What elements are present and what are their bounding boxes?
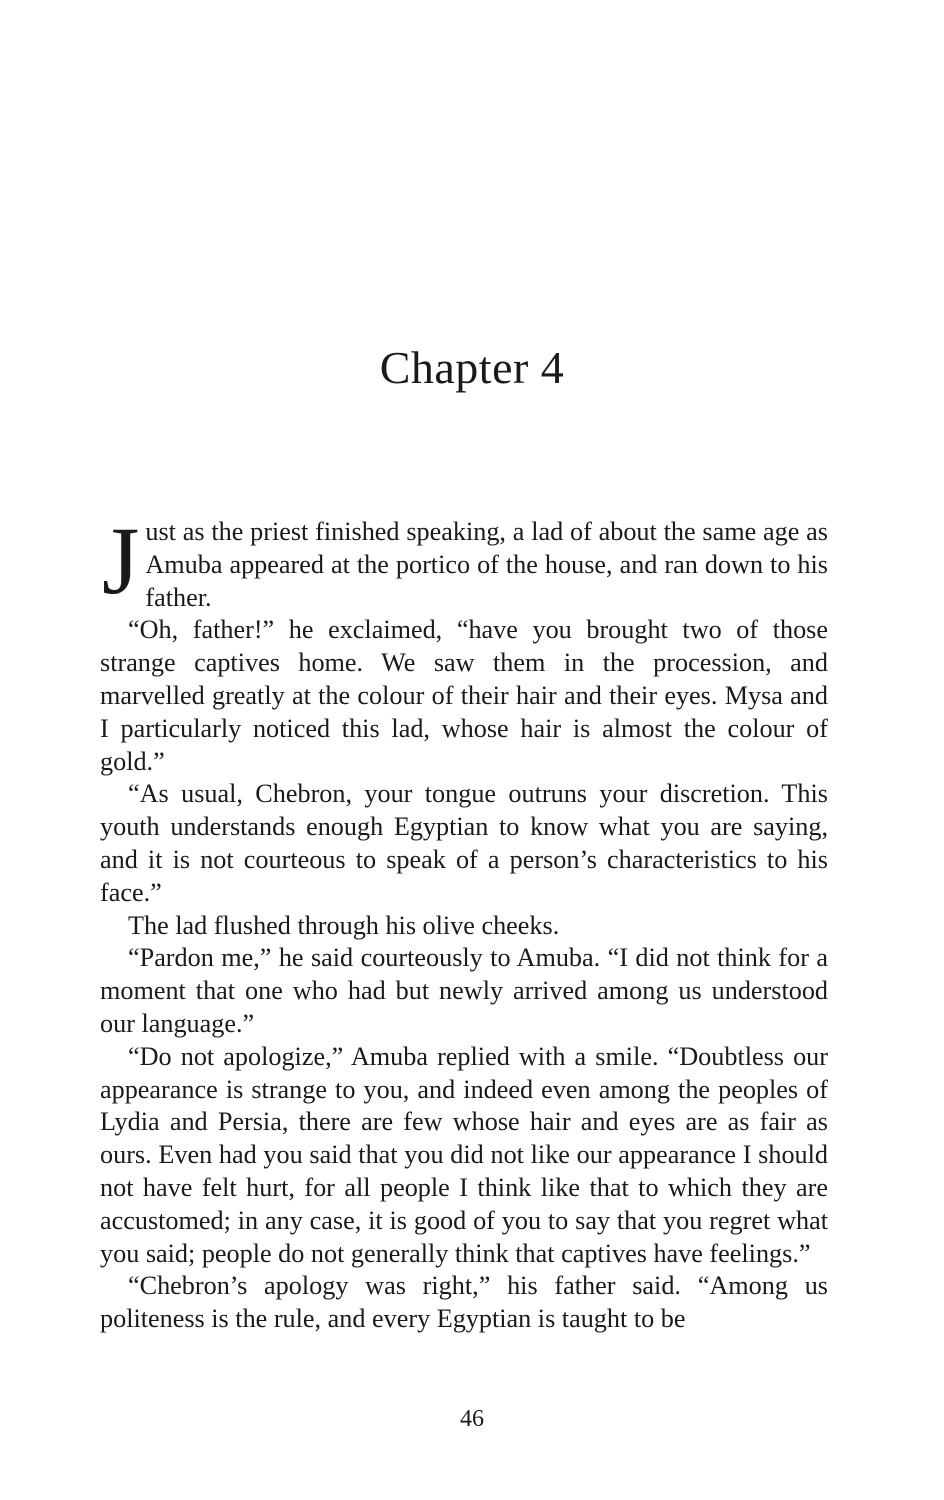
paragraph-1-text: ust as the priest finished speaking, a lad of about the same age as Amuba appeared at the portico of the house, and ran down to his father.: [145, 517, 828, 612]
chapter-title: Chapter 4: [379, 342, 565, 393]
paragraph-2: “Oh, father!” he exclaimed, “have you brought two of those strange captives home. We saw them in the procession, and marvelled greatly at the colour of their hair and their eyes. Mysa and I particularly noticed this lad, whose hair is almost the colour of gold.”: [100, 615, 828, 776]
paragraph-7: “Chebron’s apology was right,” his father said. “Among us politeness is the rule, and every Egyptian is taught to be: [100, 1271, 828, 1334]
drop-cap: J: [102, 507, 140, 614]
chapter-body: [100, 507, 828, 1336]
paragraph-3: “As usual, Chebron, your tongue outruns your discretion. This youth understands enough Egyptian to know what you are saying, and it is not courteous to speak of a person’s characteristics to his face.”: [100, 779, 828, 907]
paragraph-5: “Pardon me,” he said courteously to Amuba. “I did not think for a moment that one who had but newly arrived among us understood our language.”: [100, 943, 828, 1038]
paragraph-1: [100, 507, 828, 614]
paragraph-6: “Do not apologize,” Amuba replied with a smile. “Doubtless our appearance is strange to you, and indeed even among the peoples of Lydia and Persia, there are few whose hair and eyes are as fair as ours. Even had you said that you did not like our appearance I should not have felt hurt, for all people I think like that to which they are accustomed; in any case, it is good of you to say that you regret what you said; people do not generally think that captives have feelings.”: [100, 1041, 828, 1268]
page-number: 46: [460, 1406, 484, 1432]
paragraph-4: The lad flushed through his olive cheeks.: [128, 910, 560, 940]
